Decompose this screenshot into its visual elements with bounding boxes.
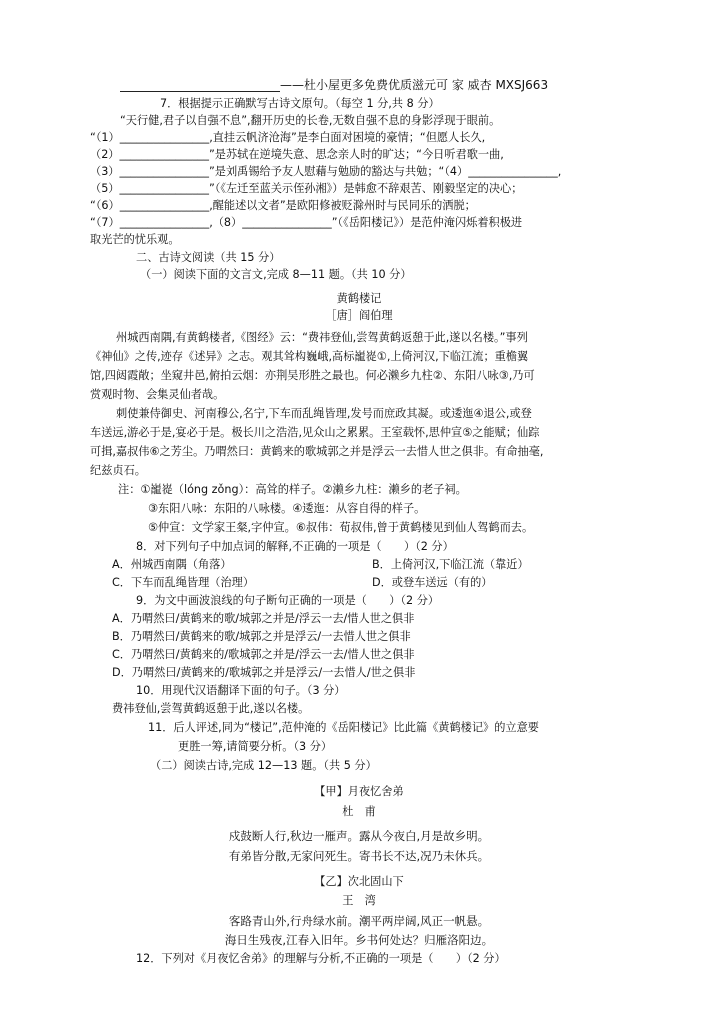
poem-title: 【甲】月夜忆舍弟	[314, 785, 404, 798]
q7-line: “（1）________________,直挂云帆济沧海”是李白面对困境的豪情；“但愿人长久,	[90, 131, 486, 144]
part-instruction: （一）阅读下面的文言文,完成 8—11 题。（共 10 分）	[140, 268, 412, 281]
q10-stem: 10．用现代汉语翻译下面的句子。（3 分）	[136, 684, 346, 697]
poem-author: 杜 甫	[342, 805, 376, 818]
article-note: ⑤仲宣：文学家王粲,字仲宣。⑥叔伟：荀叔伟,曾于黄鹤楼见到仙人驾鹤而去。	[148, 521, 534, 534]
article-paragraph: 刺使兼侍御史、河南穆公,名宁,下车而乱绳皆理,发号而庶政其凝。或逶迤④退公,或登	[116, 407, 532, 420]
q9-option-c: C．乃喟然曰/黄鹤来的/歌城郭之并是/浮云一去/惜人世之俱非	[112, 648, 415, 661]
q11-line: 更胜一筹,请简要分析。（3 分）	[178, 740, 333, 753]
q9-stem: 9．为文中画波浪线的句子断句正确的一项是（ ）（2 分）	[136, 594, 440, 607]
q8-option-c: C．下车而乱绳皆理（治理）	[112, 576, 255, 589]
poem-line: 海日生残夜,江春入旧年。乡书何处达？归雁洛阳边。	[224, 933, 494, 947]
q9-option-b: B．乃喟然曰/黄鹤来的歌/城郭之并是浮云/一去惜人世之俱非	[112, 630, 411, 643]
q9-option-a: A．乃喟然曰/黄鹤来的歌/城郭之并是/浮云一去/惜人世之俱非	[112, 612, 415, 625]
article-author: ［唐］阎伯理	[325, 309, 393, 322]
q12-stem: 12．下列对《月夜忆舍弟》的理解与分析,不正确的一项是（ ）（2 分）	[136, 952, 506, 965]
article-paragraph: 可揖,嘉叔伟⑥之芳尘。乃喟然曰：黄鹤来的歌城郭之并是浮云一去惜人世之俱非。有命抽毫,	[90, 445, 544, 458]
poem-line: 客路青山外,行舟绿水前。潮平两岸阔,风正一帆悬。	[228, 914, 490, 928]
part-instruction: （二）阅读古诗,完成 12—13 题。（共 5 分）	[150, 759, 377, 772]
q8-option-a: A．州城西南隅（角落）	[112, 558, 232, 571]
article-paragraph: 纪兹贞石。	[90, 464, 146, 477]
q7-line: “（6）________________,醒能述以文者”是欧阳修被贬滁州时与民同乐的洒脱；	[90, 199, 476, 212]
article-paragraph: 州城西南隅,有黄鹤楼者,《图经》云：“费祎登仙,尝驾黄鹤返憩于此,遂以名楼。”事列	[116, 331, 528, 344]
header-text: ——杜小屋更多免费优质滋元可 家 威杏 MXSJ663	[280, 78, 549, 92]
poem-title: 【乙】次北固山下	[314, 875, 404, 888]
article-paragraph: 赏观时物、会集灵仙者哉。	[90, 388, 225, 401]
q10-sentence: 费祎登仙,尝驾黄鹤返憩于此,遂以名楼。	[112, 702, 310, 715]
q7-line: “天行健,君子以自强不息”,翻开历史的长卷,无数自强不息的身影浮现于眼前。	[120, 114, 501, 127]
q8-stem: 8．对下列句子中加点词的解释,不正确的一项是（ ）（2 分）	[136, 540, 454, 553]
q11-line: 11．后人评述,同为“楼记”,范仲淹的《岳阳楼记》比此篇《黄鹤楼记》的立意要	[148, 721, 539, 734]
page-header	[120, 78, 548, 92]
poem-line: 戍鼓断人行,秋边一雁声。露从今夜白,月是故乡明。	[228, 829, 490, 843]
header-blank-line	[120, 80, 280, 92]
article-paragraph: 车送远,游必于是,宴必于是。极长川之浩浩,见众山之累累。王室载怀,思仲宣⑤之能赋；仙踪	[90, 426, 540, 439]
article-paragraph: 馆,四闼霞敞；坐窥井邑,俯拍云烟：亦荆吴形胜之最也。何必濑乡九柱②、东阳八咏③,乃可	[90, 369, 535, 382]
q7-stem: 7．根据提示正确默写古诗文原句。（每空 1 分,共 8 分）	[160, 97, 440, 110]
q8-option-b: B．上倚河汉,下临江流（靠近）	[372, 558, 529, 571]
q8-option-d: D．或登车送远（有的）	[372, 576, 493, 589]
q7-line: （5）________________”（《左迁至蓝关示侄孙湘》）是韩愈不辞艰苦、刚毅坚定的决心；	[90, 182, 523, 195]
q7-line: “（7）________________,（8）________________”（《岳阳楼记》）是范仲淹闪烁着积极进	[90, 216, 523, 229]
poem-line: 有弟皆分散,无家问死生。寄书长不达,况乃未休兵。	[228, 849, 490, 863]
section-title: 二、古诗文阅读（共 15 分）	[136, 251, 281, 264]
q7-line: 取光芒的忧乐观。	[90, 233, 180, 246]
q9-option-d: D．乃喟然曰/黄鹤来的/歌城郭之并是浮云/一去惜人/世之俱非	[112, 666, 416, 679]
article-note: ③东阳八咏：东阳的八咏楼。④逶迤：从容自得的样子。	[148, 502, 426, 515]
article-note: 注：①巃嵸（lóng zǒng）：高耸的样子。②濑乡九柱：濑乡的老子祠。	[118, 483, 467, 496]
poem-author: 王 湾	[342, 894, 376, 907]
q7-line: （3）________________”是刘禹锡给予友人慰藉与勉励的豁达与共勉；“（4）________________,	[90, 165, 562, 178]
q7-line: （2）________________”是苏轼在逆境失意、思念亲人时的旷达；“今日听君歌一曲,	[90, 148, 504, 161]
article-paragraph: 《神仙》之传,迹存《述异》之志。观其耸构巍峨,高标巃嵸①,上倚河汉,下临江流；重檐翼	[90, 350, 529, 363]
article-title: 黄鹤楼记	[336, 292, 382, 305]
